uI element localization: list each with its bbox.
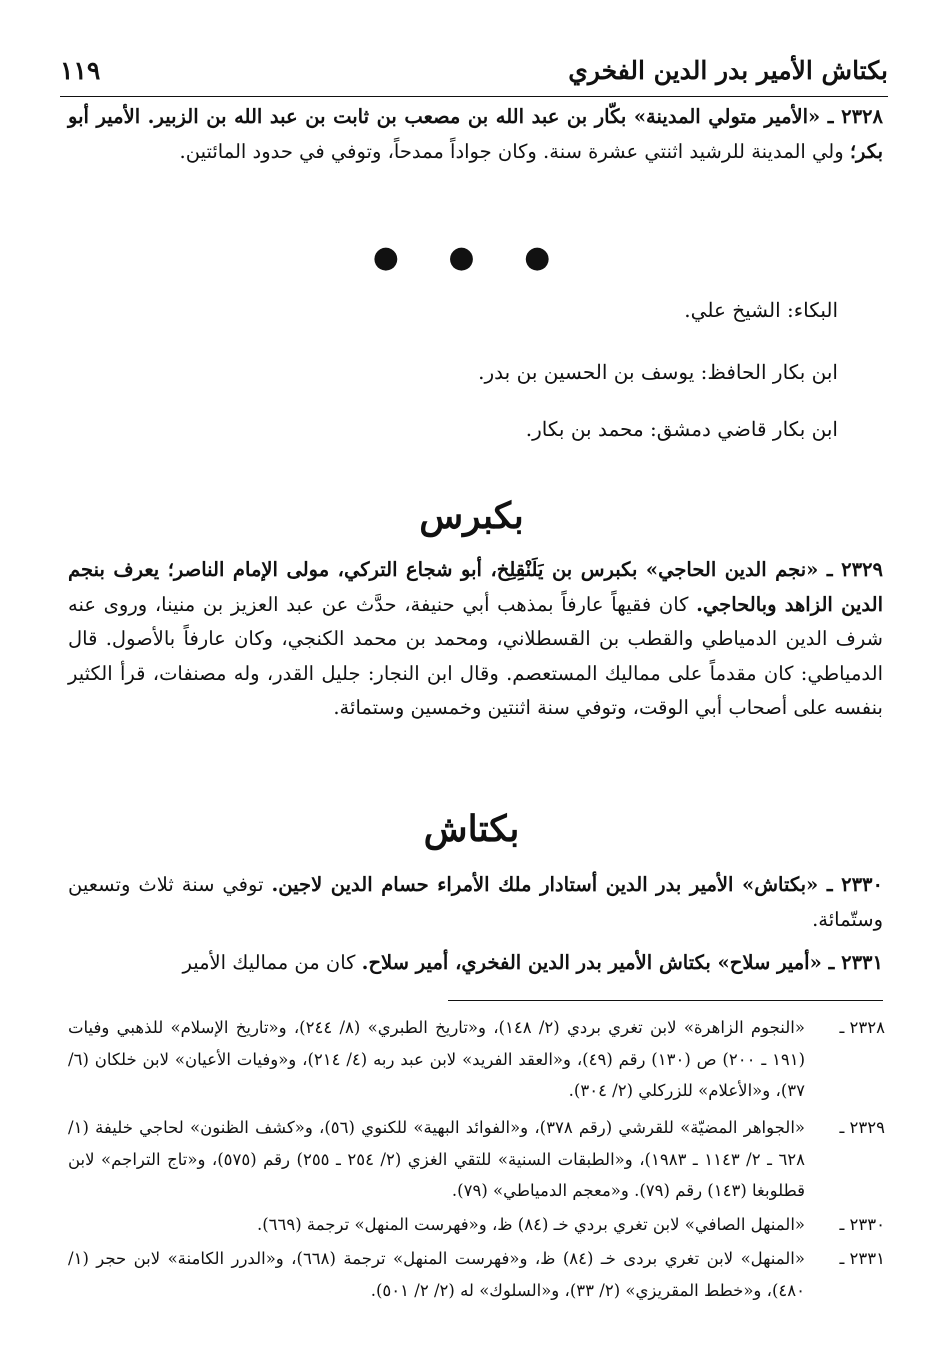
footnote (68, 1209, 885, 1241)
footnote (68, 1243, 885, 1306)
entry-2328 (68, 100, 883, 169)
entry-lead: ٢٣٣٠ ـ «بكتاش» الأمير بدر الدين أستادار ملك الأمراء حسام الدين لاجين. (271, 873, 884, 896)
footnote-text: «النجوم الزاهرة» لابن تغري بردي (٢/ ١٤٨)، و«تاريخ الطبري» (٨/ ٢٤٤)، و«تاريخ الإسلام» للذهبي وفيات (١٩١ ـ ٢٠٠) ص (١٣٠) رقم (٤٩)، و«العقد الفريد» لابن عبد ربه (٤/ ٢١٤)، و«وفيات الأعيان» لابن خلكان (٦/ ٣٧)، و«الأعلام» للزركلي (٢/ ٣٠٤). (68, 1018, 806, 1100)
footnote-number: ٢٣٢٨ ـ (839, 1018, 885, 1037)
cross-reference: ابن بكار الحافظ: يوسف بن الحسين بن بدر. (478, 360, 838, 384)
entry-lead: ٢٣٢٩ ـ «نجم الدين الحاجي» بكبرس بن يَلَنْقِلِخ، أبو شجاع التركي، مولى الإمام الناصر؛ يعرف بنجم الدين الزاهد وبالحاجي. (68, 558, 883, 616)
entry-body: توفي سنة ثلاث وتسعين وستّمائة. (68, 873, 883, 931)
header-rule (60, 96, 888, 97)
entry-lead: ٢٣٢٨ ـ «الأمير متولي المدينة» بكّار بن عبد الله بن مصعب بن ثابت بن عبد الله بن الزبير. الأمير أبو بكر؛ (68, 105, 883, 163)
running-head (60, 52, 888, 94)
entry-lead: ٢٣٣١ ـ «أمير سلاح» بكتاش الأمير بدر الدين الفخري، أمير سلاح. (361, 951, 883, 974)
footnote (68, 1112, 885, 1207)
footnote-rule (448, 1000, 883, 1001)
footnote-number: ٢٣٣٠ ـ (839, 1215, 885, 1234)
entry-2329 (68, 553, 883, 726)
cross-reference: ابن بكار قاضي دمشق: محمد بن بكار. (525, 417, 838, 441)
cross-reference: البكاء: الشيخ علي. (684, 298, 838, 322)
footnote-number: ٢٣٢٩ ـ (839, 1118, 885, 1137)
section-heading: بكبرس (419, 495, 524, 537)
section-separator: ● ● ● (372, 240, 571, 275)
entry-body: كان من مماليك الأمير (182, 951, 362, 974)
section-heading: بكتاش (423, 808, 520, 850)
entry-2331 (68, 946, 883, 981)
running-title: بكتاش الأمير بدر الدين الفخري (568, 56, 888, 85)
page-number: ١١٩ (60, 56, 101, 85)
footnote-text: «الجواهر المضيّة» للقرشي (رقم ٣٧٨)، و«الفوائد البهية» للكنوي (٥٦)، و«كشف الظنون» لحاجي خليفة (١/ ٦٢٨ ـ ٢/ ١١٤٣ ـ ١٩٨٣)، و«الطبقات السنية» للتقي الغزي (٢/ ٢٥٤ ـ ٢٥٥) رقم (٥٧٥)، و«تاج التراجم» لابن قطلوبغا (١٤٣) رقم (٧٩). و«معجم الدمياطي» (٧٩). (68, 1118, 806, 1200)
entry-2330 (68, 868, 883, 937)
entry-body: كان فقيهاً عارفاً بمذهب أبي حنيفة، حدَّث عن عبد العزيز بن منينا، وروى عنه شرف الدين الدمياطي والقطب بن القسطلاني، ومحمد بن محمد الكنجي، وكان عارفاً بالأصول. قال الدمياطي: كان مقدماً على مماليك المستعصم. وقال ابن النجار: جليل القدر، وله مصنفات، قرأ الكثير بنفسه على أصحاب أبي الوقت، وتوفي سنة اثنتين وخمسين وستمائة. (68, 592, 883, 719)
footnote-text: «المنهل» لابن تغري بردى خـ (٨٤) ظ، و«فهرست المنهل» ترجمة (٦٦٨)، و«الدرر الكامنة» لابن حجر (١/ ٤٨٠)، و«خطط المقريزي» (٢/ ٣٣)، و«السلوك» له (٢/ ٢/ ٥٠١). (68, 1249, 805, 1300)
footnote-text: «المنهل الصافي» لابن تغري بردي خـ (٨٤) ظ، و«فهرست المنهل» ترجمة (٦٦٩). (256, 1215, 805, 1234)
footnote (68, 1012, 885, 1107)
entry-body: ولي المدينة للرشيد اثنتي عشرة سنة. وكان جواداً ممدحاً، وتوفي في حدود المائتين. (179, 139, 850, 163)
footnote-number: ٢٣٣١ ـ (839, 1249, 885, 1268)
